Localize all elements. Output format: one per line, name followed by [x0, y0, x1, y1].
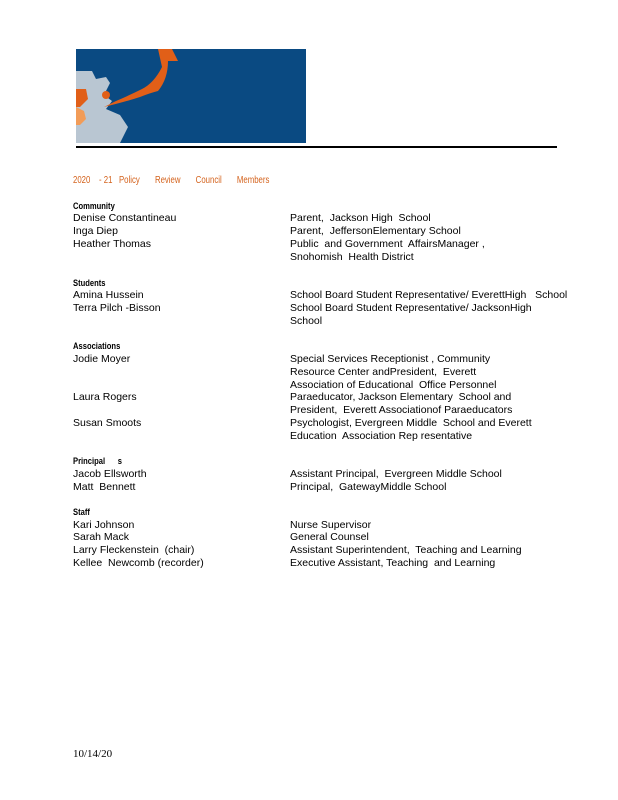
member-role: Assistant Superintendent, Teaching and Learning	[290, 544, 522, 556]
member-role: Public and Government AffairsManager ,	[290, 238, 485, 250]
member-name: Kari Johnson	[73, 519, 135, 531]
member-role: School Board Student Representative/ EverettHigh School	[290, 289, 568, 301]
member-name: Amina Hussein	[73, 289, 144, 301]
document-title: 2020 - 21 Policy Review Council Members	[73, 175, 270, 186]
member-role-continued: Resource Center andPresident, Everett	[290, 366, 477, 378]
member-name: Heather Thomas	[73, 238, 152, 250]
member-role: Executive Assistant, Teaching and Learning	[290, 557, 496, 569]
member-name: Kellee Newcomb (recorder)	[73, 557, 204, 569]
logo-orange-dot	[102, 91, 110, 99]
member-role: Nurse Supervisor	[290, 519, 372, 531]
section-heading-community: Community	[73, 201, 115, 212]
member-role: Parent, JeffersonElementary School	[290, 225, 461, 237]
member-name: Matt Bennett	[73, 481, 136, 493]
member-role-continued: Education Association Rep resentative	[290, 430, 473, 442]
member-role: Special Services Receptionist , Community	[290, 353, 491, 365]
section-heading-associations: Associations	[73, 341, 121, 352]
member-role: Assistant Principal, Evergreen Middle School	[290, 468, 502, 480]
footer-date: 10/14/20	[73, 748, 113, 760]
member-role: Principal, GatewayMiddle School	[290, 481, 447, 493]
member-role: Parent, Jackson High School	[290, 212, 431, 224]
member-name: Jacob Ellsworth	[73, 468, 147, 480]
member-name: Laura Rogers	[73, 391, 137, 403]
member-role: Paraeducator, Jackson Elementary School and	[290, 391, 512, 403]
member-role-continued: Association of Educational Office Personnel	[290, 379, 497, 391]
member-role-continued: School	[290, 315, 323, 327]
member-name: Terra Pilch -Bisson	[73, 302, 161, 314]
member-name: Inga Diep	[73, 225, 118, 237]
member-role: General Counsel	[290, 531, 369, 543]
member-role: School Board Student Representative/ JacksonHigh	[290, 302, 532, 314]
header-rule	[76, 146, 557, 148]
section-heading-staff: Staff	[73, 507, 90, 518]
member-name: Sarah Mack	[73, 531, 130, 543]
member-name: Jodie Moyer	[73, 353, 131, 365]
member-name: Larry Fleckenstein (chair)	[73, 544, 195, 556]
section-heading-principals: Principal s	[73, 456, 122, 467]
member-name: Susan Smoots	[73, 417, 142, 429]
member-name: Denise Constantineau	[73, 212, 177, 224]
member-role-continued: President, Everett Associationof Paraeducators	[290, 404, 513, 416]
member-role: Psychologist, Evergreen Middle School and Everett	[290, 417, 532, 429]
member-role-continued: Snohomish Health District	[290, 251, 414, 263]
section-heading-students: Students	[73, 278, 106, 289]
district-logo	[76, 49, 306, 143]
